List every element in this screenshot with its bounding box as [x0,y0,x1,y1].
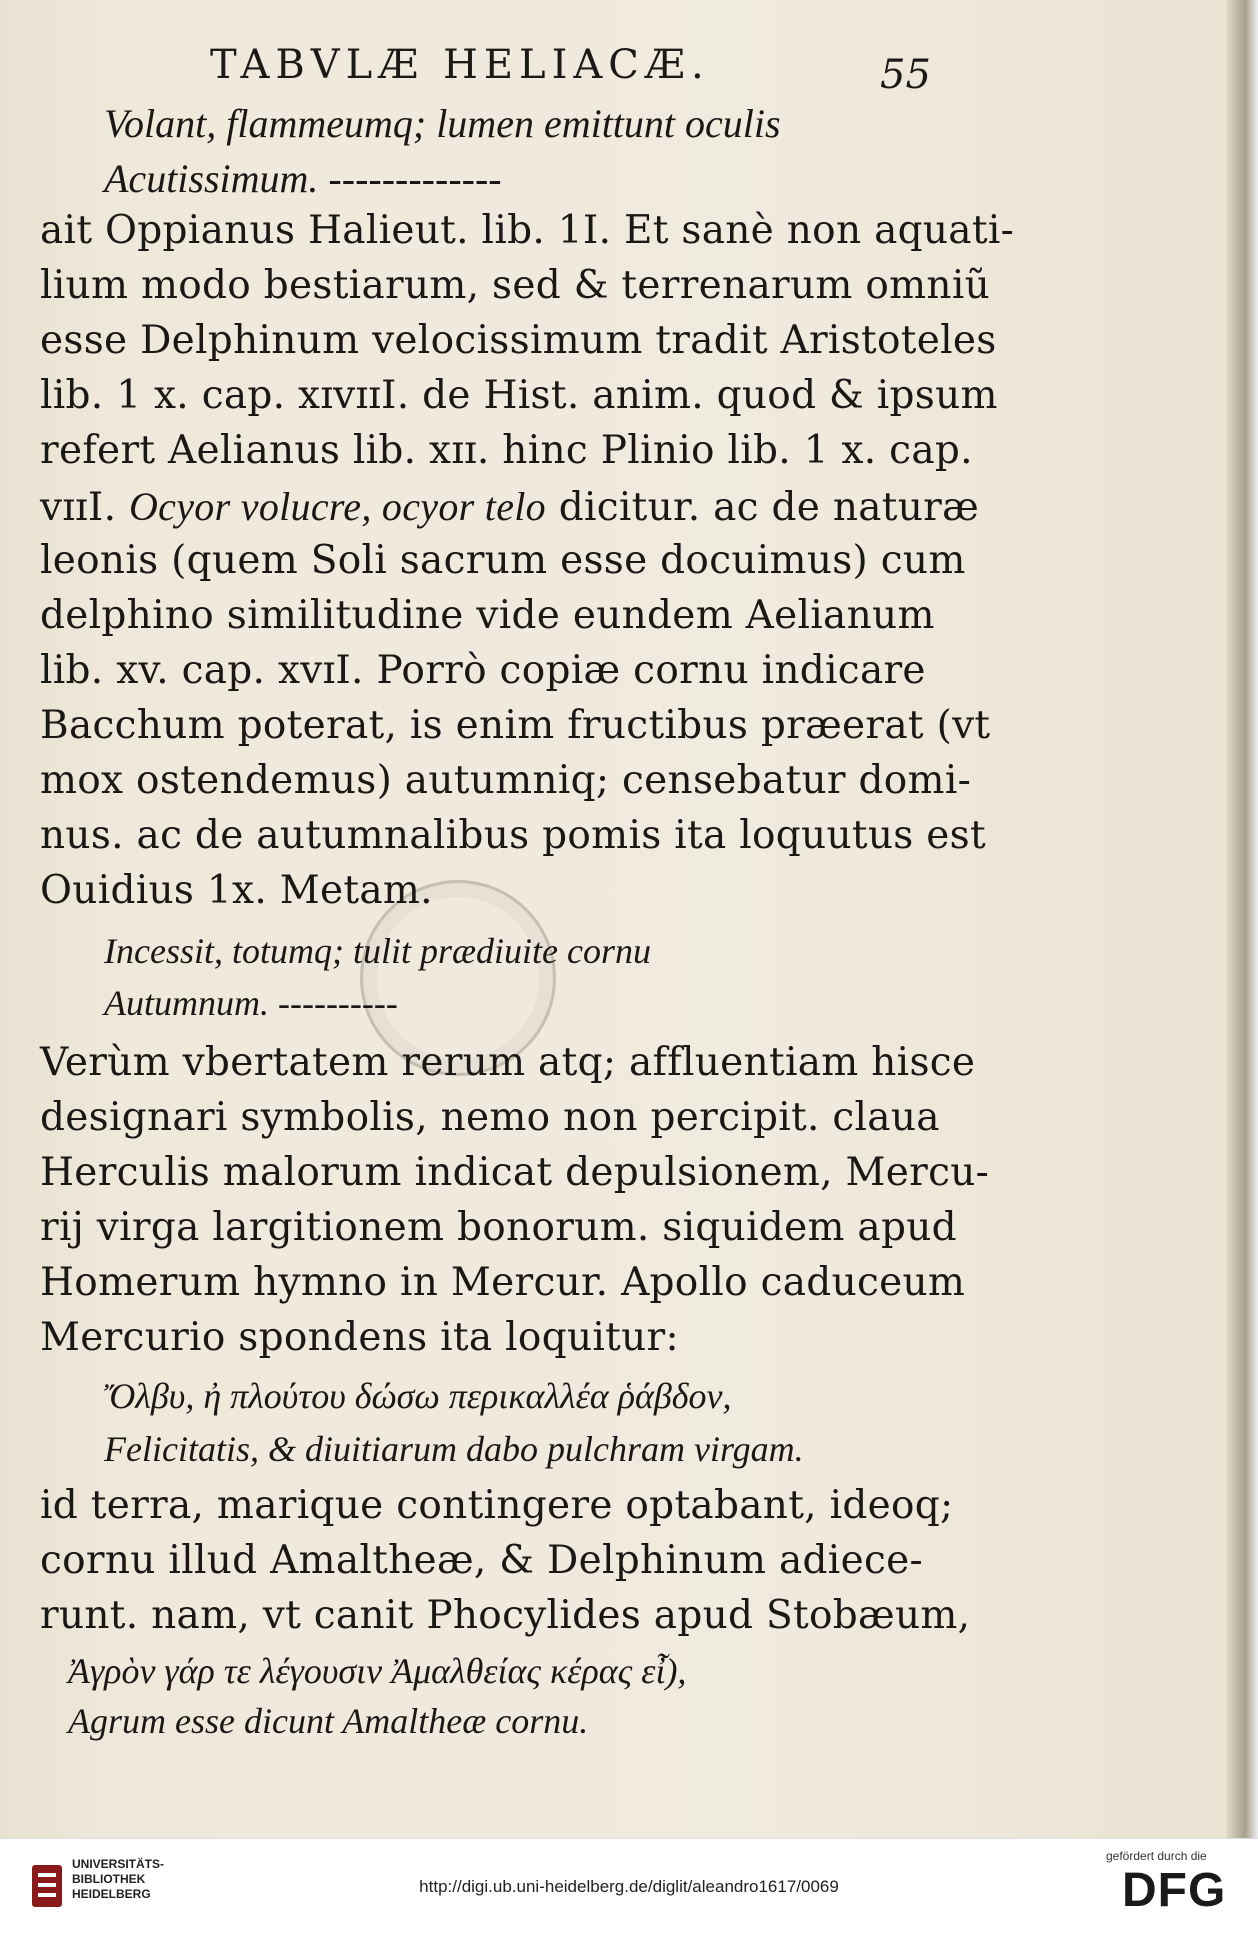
text-line: designari symbolis, nemo non percipit. claua [40,1095,940,1140]
page-number: 55 [880,52,931,98]
text-line-italic: Autumnum. ---------- [104,983,398,1023]
permalink-url[interactable]: http://digi.ub.uni-heidelberg.de/diglit/aleandro1617/0069 [419,1877,839,1896]
text-line-italic: Agrum esse dicunt Amaltheæ cornu. [68,1701,589,1741]
text-line: Acutissimum. ------------- [104,156,502,201]
greek-line: Ἀγρὸν γάρ τε λέγουσιν Ἀμαλθείας κέρας εἶ), [68,1651,687,1691]
text-segment-italic: Ocyor volucre, ocyor telo [129,484,546,529]
page-edge [1226,0,1258,1838]
text-line: Herculis malorum indicat depulsionem, Mercu- [40,1150,990,1195]
library-name-line: UNIVERSITÄTS- [72,1857,165,1871]
dfg-logo[interactable]: DFG [1122,1864,1227,1917]
footer-bar [0,1838,1258,1933]
text-line: lib. xv. cap. xvɪI. Porrò copiæ cornu indicare [40,648,926,693]
text-line: id terra, marique contingere optabant, ideoq; [40,1483,954,1528]
text-line: Ouidius 1x. Metam. [40,868,433,913]
text-line: esse Delphinum velocissimum tradit Aristoteles [40,318,997,363]
text-segment: vɪɪI. [40,485,117,530]
text-line: delphino similitudine vide eundem Aelianum [40,593,935,638]
text-line: nus. ac de autumnalibus pomis ita loquutus est [40,813,986,858]
text-line: lib. 1 x. cap. xɪvɪɪI. de Hist. anim. quod & ipsum [40,373,998,418]
text-line: ait Oppianus Halieut. lib. 1I. Et sanè non aquati- [40,208,1015,253]
text-line: leonis (quem Soli sacrum esse docuimus) cum [40,538,966,583]
text-line: Homerum hymno in Mercur. Apollo caduceum [40,1260,966,1305]
greek-line: Ὄλβυ, ἠ πλούτου δώσω περικαλλέα ῥάβδον, [104,1376,732,1416]
text-line-italic: Felicitatis, & diuitiarum dabo pulchram virgam. [104,1429,804,1469]
text-segment: dicitur. ac de naturæ [558,485,980,530]
text-line: runt. nam, vt canit Phocylides apud Stobæum, [40,1593,971,1638]
text-line-mixed [40,483,979,530]
funded-by-label: gefördert durch die [1106,1849,1207,1863]
text-line-italic: Incessit, totumq; tulit prædiuite cornu [104,931,651,971]
text-line: Bacchum poterat, is enim fructibus præerat (vt [40,703,991,748]
text-line: refert Aelianus lib. xɪɪ. hinc Plinio lib. 1 x. cap. [40,428,973,473]
text-line: Mercurio spondens ita loquitur: [40,1315,679,1360]
library-name-line: HEIDELBERG [72,1887,151,1901]
text-line: mox ostendemus) autumniq; censebatur domi- [40,758,972,803]
library-name-line: BIBLIOTHEK [72,1872,146,1886]
text-line: lium modo bestiarum, sed & terrenarum omniũ [40,263,991,308]
text-line: Volant, flammeumq; lumen emittunt oculis [104,101,781,146]
text-line: Verùm vbertatem rerum atq; affluentiam hisce [40,1040,976,1085]
text-line: cornu illud Amaltheæ, & Delphinum adiece- [40,1538,923,1583]
running-header: TABVLÆ HELIACÆ. [210,42,710,88]
text-line: rij virga largitionem bonorum. siquidem apud [40,1205,957,1250]
